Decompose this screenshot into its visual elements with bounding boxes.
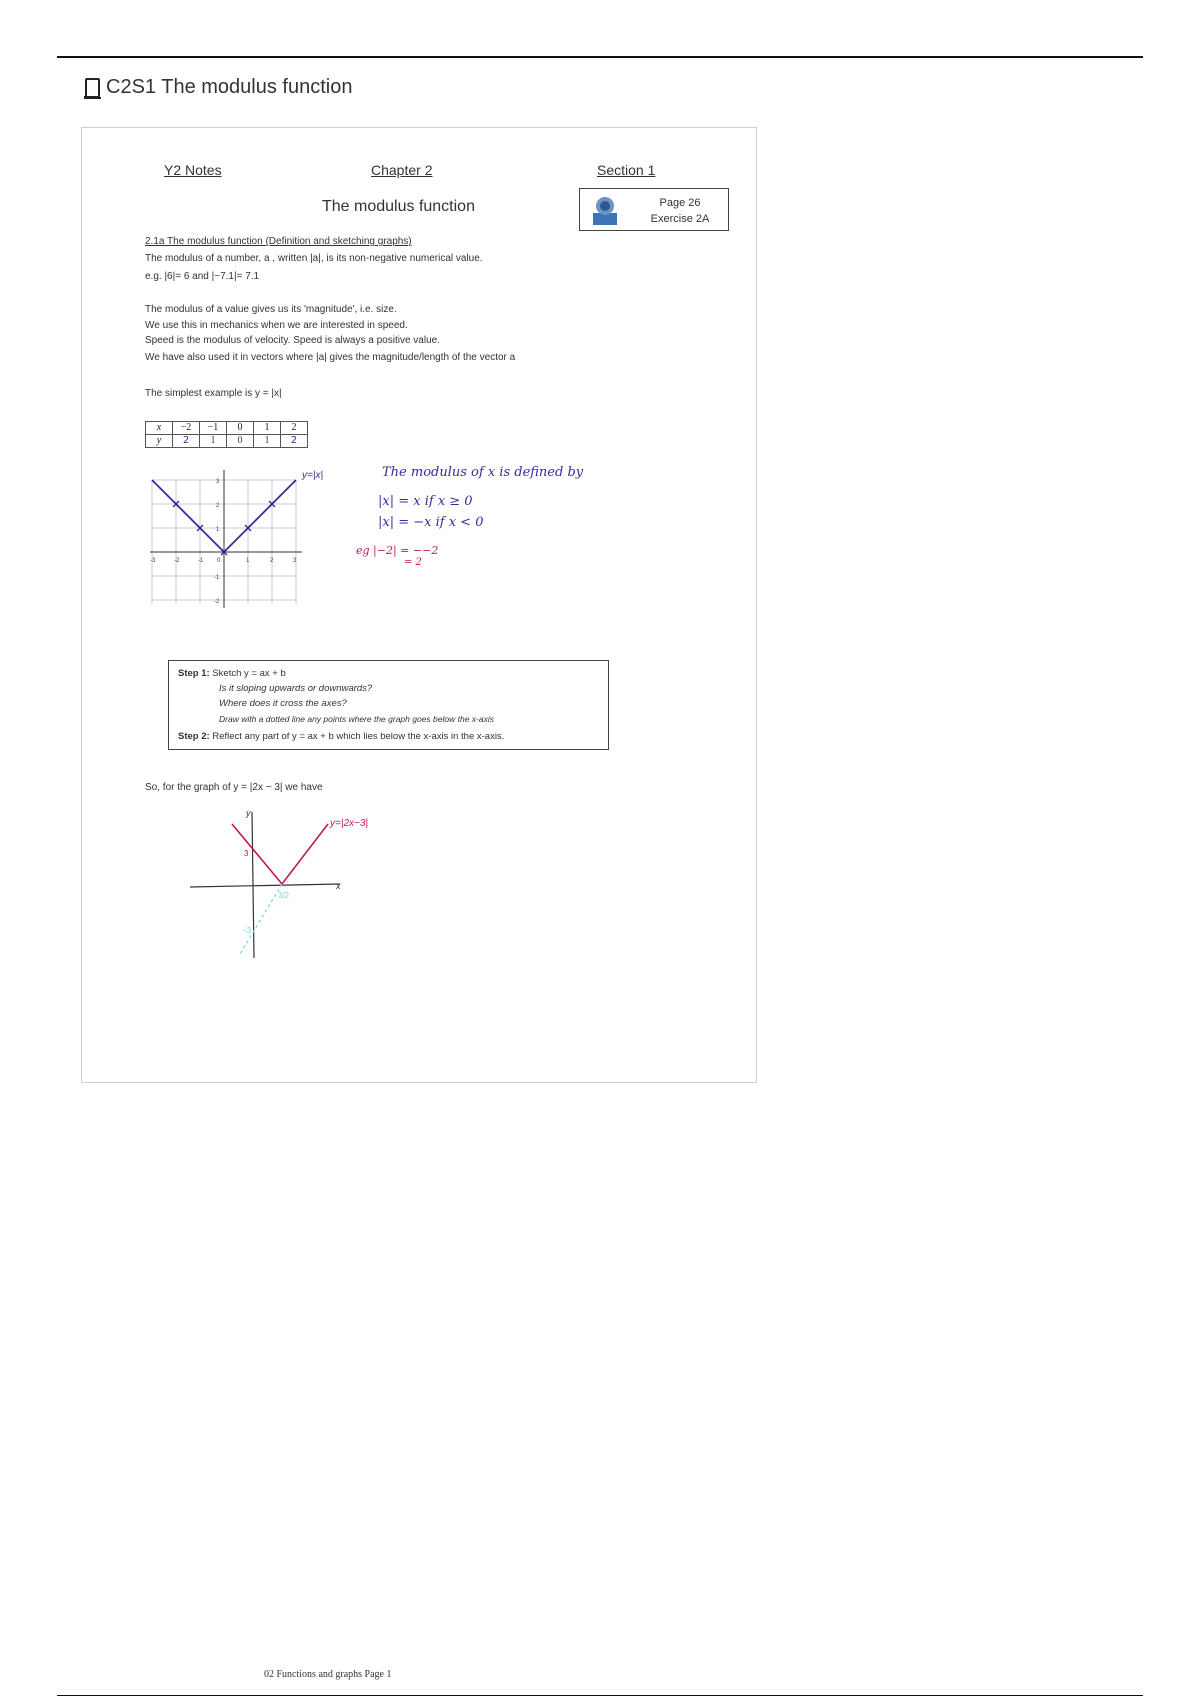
handwritten-example: eg |−2| = −−2	[356, 544, 439, 557]
top-rule	[57, 56, 1143, 58]
step2	[178, 731, 504, 742]
graph1-tick-x-neg1: -1	[198, 558, 204, 564]
handwritten-definition: The modulus of x is defined by	[382, 465, 584, 480]
magnitude-line-3: Speed is the modulus of velocity. Speed is always a positive value.	[145, 335, 440, 346]
table-cell: −2	[173, 422, 200, 435]
bottom-rule	[57, 1695, 1143, 1696]
table-cell-hand: 1	[254, 435, 281, 448]
table-cell: 0	[227, 422, 254, 435]
table-cell-hand: 1	[200, 435, 227, 448]
textbook-reference-box	[579, 188, 729, 231]
graph1-tick-y-1: 1	[216, 527, 220, 533]
graph1-tick-y-neg1: -1	[214, 575, 220, 581]
table-cell: x	[146, 422, 173, 435]
reference-text	[636, 195, 724, 227]
step1-text: Sketch y = ax + b	[212, 668, 286, 679]
dotted-below-axis	[240, 884, 282, 954]
table-cell-hand: 2	[173, 435, 200, 448]
graph2-curve-label: y=|2x−3|	[330, 818, 368, 829]
graph2-y-axis	[252, 812, 254, 958]
table-cell: −1	[200, 422, 227, 435]
graph2-neg-intercept: −3	[242, 926, 252, 935]
example-text: e.g. |6|= 6 and |−7.1|= 7.1	[145, 271, 260, 282]
graph2-x-axis	[190, 884, 340, 887]
step1-question-1: Is it sloping upwards or downwards?	[219, 683, 373, 694]
magnitude-line-2: We use this in mechanics when we are interested in speed.	[145, 320, 408, 331]
step1-label: Step 1:	[178, 668, 210, 679]
handwritten-example-result: = 2	[404, 557, 422, 568]
modulus-graph	[150, 470, 324, 610]
modulus-linear-graph	[190, 808, 390, 968]
graph1-tick-x-0: 0	[217, 558, 221, 564]
graph1-tick-x-neg3: -3	[150, 558, 156, 564]
header-section: Section 1	[597, 162, 656, 178]
graph2-intro: So, for the graph of y = |2x − 3| we have	[145, 782, 323, 793]
subheading: 2.1a The modulus function (Definition and sketching graphs)	[145, 236, 412, 247]
table-cell-hand: 0	[227, 435, 254, 448]
reference-exercise: Exercise 2A	[650, 213, 710, 225]
table-cell: y	[146, 435, 173, 448]
graph1-tick-y-3: 3	[216, 479, 220, 485]
graph2-y-axis-label: y	[246, 808, 251, 818]
notes-title: The modulus function	[322, 198, 475, 215]
notebook-icon	[85, 78, 100, 98]
magnitude-line-1: The modulus of a value gives us its 'magnitude', i.e. size.	[145, 304, 397, 315]
graph1-tick-x-3: 3	[293, 558, 297, 564]
handwritten-case-negative: |x| = −x if x < 0	[378, 515, 484, 530]
step1	[178, 668, 286, 679]
graph1-tick-y-2: 2	[216, 503, 220, 509]
table-cell-hand: 2	[281, 435, 308, 448]
magnitude-line-4: We have also used it in vectors where |a| gives the magnitude/length of the vector a	[145, 352, 516, 363]
page-title: C2S1 The modulus function	[106, 76, 353, 98]
step2-label: Step 2:	[178, 731, 210, 742]
step1-question-2: Where does it cross the axes?	[219, 698, 347, 709]
step2-text: Reflect any part of y = ax + b which lies below the x-axis in the x-axis.	[212, 731, 505, 742]
graph1-tick-x-2: 2	[270, 558, 274, 564]
graph1-tick-x-1: 1	[246, 558, 250, 564]
graph2-y-intercept: 3	[244, 849, 249, 858]
table-cell: 1	[254, 422, 281, 435]
graph2-x-axis-label: x	[336, 881, 341, 891]
textbook-logo-icon	[593, 195, 617, 225]
graph2-x-intercept: 3/2	[278, 891, 290, 900]
table-row-x	[146, 422, 308, 435]
steps-box	[168, 660, 609, 750]
header-chapter: Chapter 2	[371, 162, 433, 178]
handwritten-case-positive: |x| = x if x ≥ 0	[378, 494, 473, 509]
graph1-tick-x-neg2: -2	[174, 558, 180, 564]
step1-question-3: Draw with a dotted line any points where the graph goes below the x-axis	[219, 714, 494, 724]
reference-page: Page 26	[659, 197, 701, 209]
table-row-y	[146, 435, 308, 448]
table-cell: 2	[281, 422, 308, 435]
page-header	[85, 76, 352, 99]
header-y2-notes: Y2 Notes	[164, 162, 222, 178]
definition-text: The modulus of a number, a , written |a|, is its non-negative numerical value.	[145, 253, 483, 264]
graph1-curve-label: y=|x|	[302, 470, 324, 481]
graph1-tick-y-neg2: -2	[214, 599, 220, 605]
simplest-example: The simplest example is y = |x|	[145, 388, 282, 399]
values-table	[145, 421, 308, 448]
page-footer: 02 Functions and graphs Page 1	[264, 1669, 392, 1680]
